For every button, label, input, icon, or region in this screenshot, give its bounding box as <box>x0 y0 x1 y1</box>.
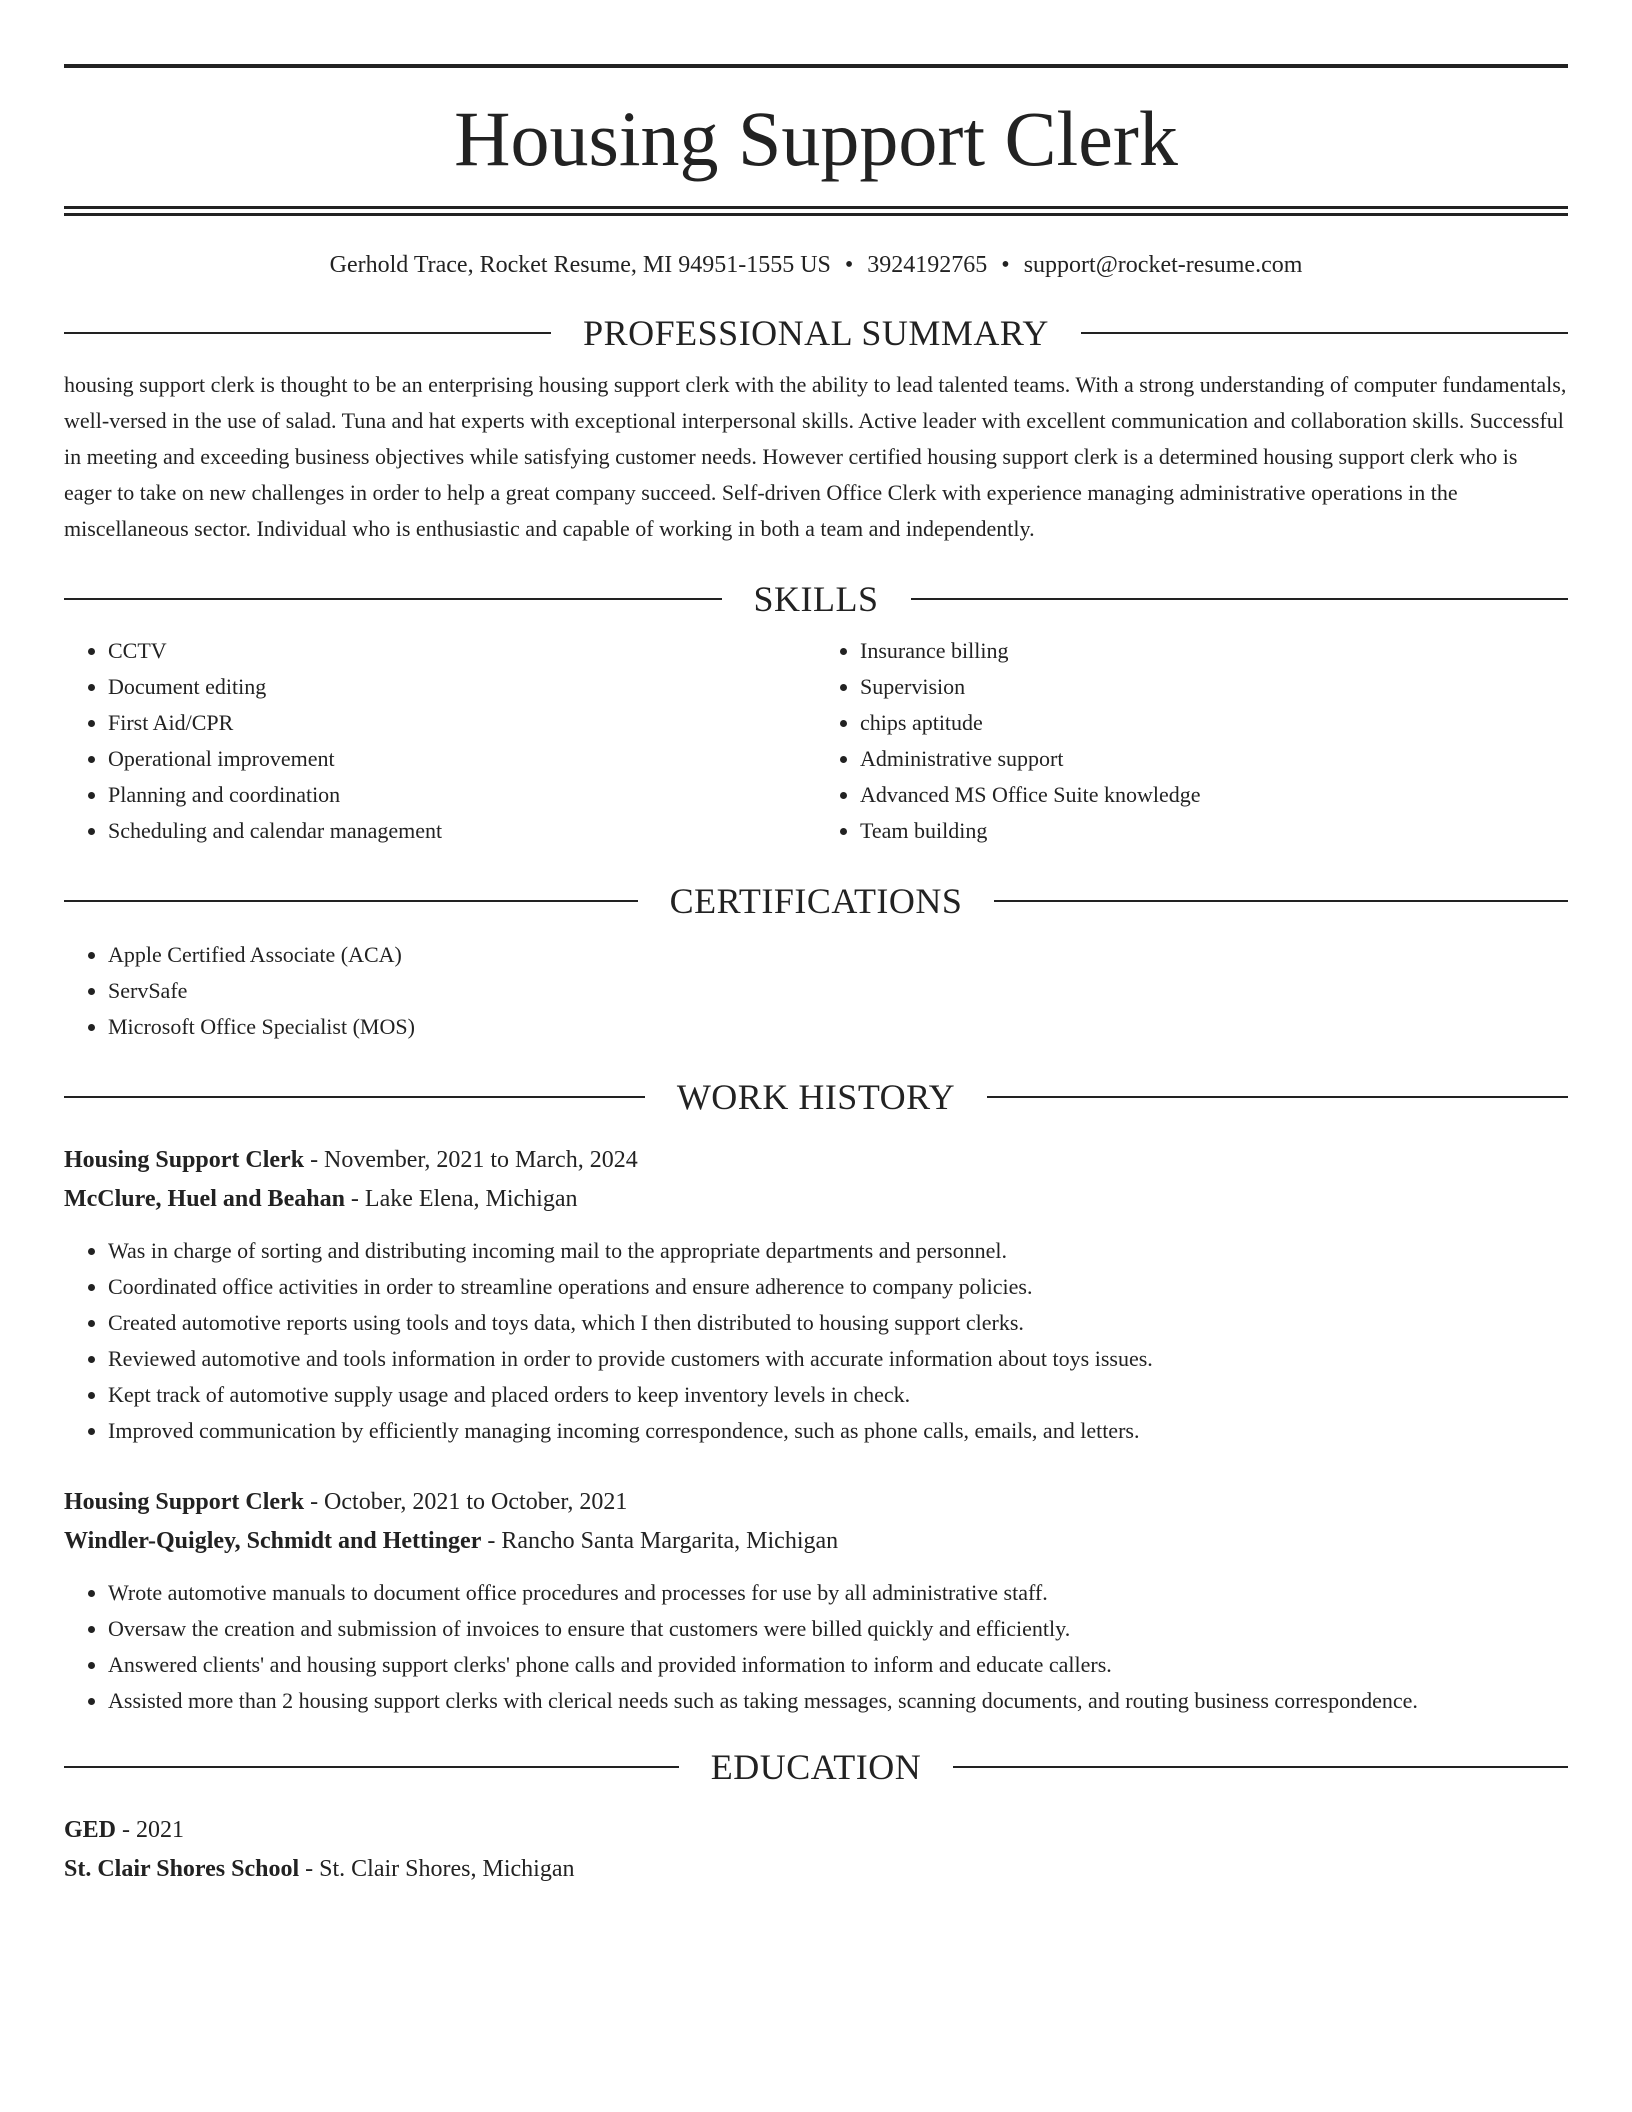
certifications-list <box>64 937 1568 1045</box>
skill-item: • Team building <box>860 813 1568 849</box>
skills-column-left <box>64 633 816 849</box>
job-bullets <box>64 1575 1568 1719</box>
contact-separator: • <box>844 252 854 278</box>
contact-email: support@rocket-resume.com <box>1023 252 1303 278</box>
heading-rule <box>64 332 551 334</box>
job-bullet: • Oversaw the creation and submission of invoices to ensure that customers were billed quickly and efficiently. <box>108 1611 1568 1647</box>
resume-title: Housing Support Clerk <box>454 95 1178 182</box>
job-location: - Lake Elena, Michigan <box>344 1186 578 1212</box>
contact-phone: 3924192765 <box>867 252 988 278</box>
skills-heading <box>64 581 1568 617</box>
resume-page <box>64 64 1568 1889</box>
heading-rule <box>64 900 638 902</box>
education-degree-line <box>64 1811 1568 1850</box>
job-title: Housing Support Clerk <box>64 1147 305 1173</box>
job-bullet: • Kept track of automotive supply usage and placed orders to keep inventory levels in check. <box>108 1377 1568 1413</box>
heading-rule <box>64 1766 679 1768</box>
skill-item: • CCTV <box>108 633 816 669</box>
skill-item: • Planning and coordination <box>108 777 816 813</box>
skill-item: • Administrative support <box>860 741 1568 777</box>
certification-item: • Apple Certified Associate (ACA) <box>108 937 1568 973</box>
heading-rule <box>1081 332 1568 334</box>
job-company: McClure, Huel and Beahan <box>64 1186 345 1212</box>
heading-rule <box>953 1766 1568 1768</box>
top-rule <box>64 64 1568 68</box>
heading-rule <box>911 598 1569 600</box>
education-location: - St. Clair Shores, Michigan <box>299 1856 575 1882</box>
job-bullet: • Answered clients' and housing support clerks' phone calls and provided information to inform and educate callers. <box>108 1647 1568 1683</box>
skills-column-right <box>816 633 1568 849</box>
education-entry <box>64 1811 1568 1889</box>
education-school: St. Clair Shores School <box>64 1856 300 1882</box>
skills-title: SKILLS <box>753 579 879 619</box>
title-double-rule <box>64 206 1568 216</box>
job-company: Windler-Quigley, Schmidt and Hettinger <box>64 1528 482 1554</box>
job-location: - Rancho Santa Margarita, Michigan <box>481 1528 839 1554</box>
work-title: WORK HISTORY <box>676 1077 956 1117</box>
certification-item: • Microsoft Office Specialist (MOS) <box>108 1009 1568 1045</box>
education-year: - 2021 <box>116 1817 185 1843</box>
job-bullet: • Was in charge of sorting and distributing incoming mail to the appropriate departments and personnel. <box>108 1233 1568 1269</box>
job-company-line <box>64 1522 1568 1561</box>
skills-list <box>64 633 1568 849</box>
job-title: Housing Support Clerk <box>64 1489 305 1515</box>
job-dates: - November, 2021 to March, 2024 <box>304 1147 638 1173</box>
job-entry <box>64 1483 1568 1719</box>
heading-rule <box>64 1096 645 1098</box>
job-bullet: • Improved communication by efficiently managing incoming correspondence, such as phone calls, emails, and letters. <box>108 1413 1568 1449</box>
heading-rule <box>987 1096 1568 1098</box>
summary-title: PROFESSIONAL SUMMARY <box>583 313 1049 353</box>
job-bullets <box>64 1233 1568 1449</box>
heading-rule <box>994 900 1568 902</box>
certifications-title: CERTIFICATIONS <box>669 881 963 921</box>
education-heading <box>64 1749 1568 1785</box>
summary-text: housing support clerk is thought to be an enterprising housing support clerk with the ability to lead talented teams. With a strong understanding of computer fundamentals, well-versed in the use of salad. Tuna and hat experts with exceptional interpersonal skills. Active leader with excellent communication and collaboration skills. Successful in meeting and exceeding business objectives while satisfying customer needs. However certified housing support clerk is a determined housing support clerk who is eager to take on new challenges in order to help a great company succeed. Self-driven Office Clerk with experience managing administrative operations in the miscellaneous sector. Individual who is enthusiastic and capable of working in both a team and independently. <box>64 372 1567 541</box>
job-entry <box>64 1141 1568 1449</box>
job-title-line <box>64 1483 1568 1522</box>
job-dates: - October, 2021 to October, 2021 <box>304 1489 628 1515</box>
education-school-line <box>64 1850 1568 1889</box>
contact-address: Gerhold Trace, Rocket Resume, MI 94951-1555 US <box>329 252 831 278</box>
heading-rule <box>64 598 722 600</box>
skill-item: • Insurance billing <box>860 633 1568 669</box>
certifications-heading <box>64 883 1568 919</box>
skill-item: • Advanced MS Office Suite knowledge <box>860 777 1568 813</box>
contact-line <box>64 252 1568 279</box>
job-bullet: • Coordinated office activities in order to streamline operations and ensure adherence to company policies. <box>108 1269 1568 1305</box>
skill-item: • chips aptitude <box>860 705 1568 741</box>
job-bullet: • Created automotive reports using tools and toys data, which I then distributed to housing support clerks. <box>108 1305 1568 1341</box>
job-bullet: • Reviewed automotive and tools information in order to provide customers with accurate information about toys issues. <box>108 1341 1568 1377</box>
skill-item: • Scheduling and calendar management <box>108 813 816 849</box>
skill-item: • Document editing <box>108 669 816 705</box>
certification-item: • ServSafe <box>108 973 1568 1009</box>
summary-heading <box>64 315 1568 351</box>
skill-item: • Supervision <box>860 669 1568 705</box>
job-company-line <box>64 1180 1568 1219</box>
skill-item: • Operational improvement <box>108 741 816 777</box>
work-heading <box>64 1079 1568 1115</box>
education-degree: GED <box>64 1817 117 1843</box>
education-title: EDUCATION <box>710 1747 922 1787</box>
skill-item: • First Aid/CPR <box>108 705 816 741</box>
job-bullet: • Wrote automotive manuals to document office procedures and processes for use by all administrative staff. <box>108 1575 1568 1611</box>
job-title-line <box>64 1141 1568 1180</box>
contact-separator: • <box>1001 252 1010 278</box>
job-bullet: • Assisted more than 2 housing support clerks with clerical needs such as taking messages, scanning documents, and routing business correspondence. <box>108 1683 1568 1719</box>
